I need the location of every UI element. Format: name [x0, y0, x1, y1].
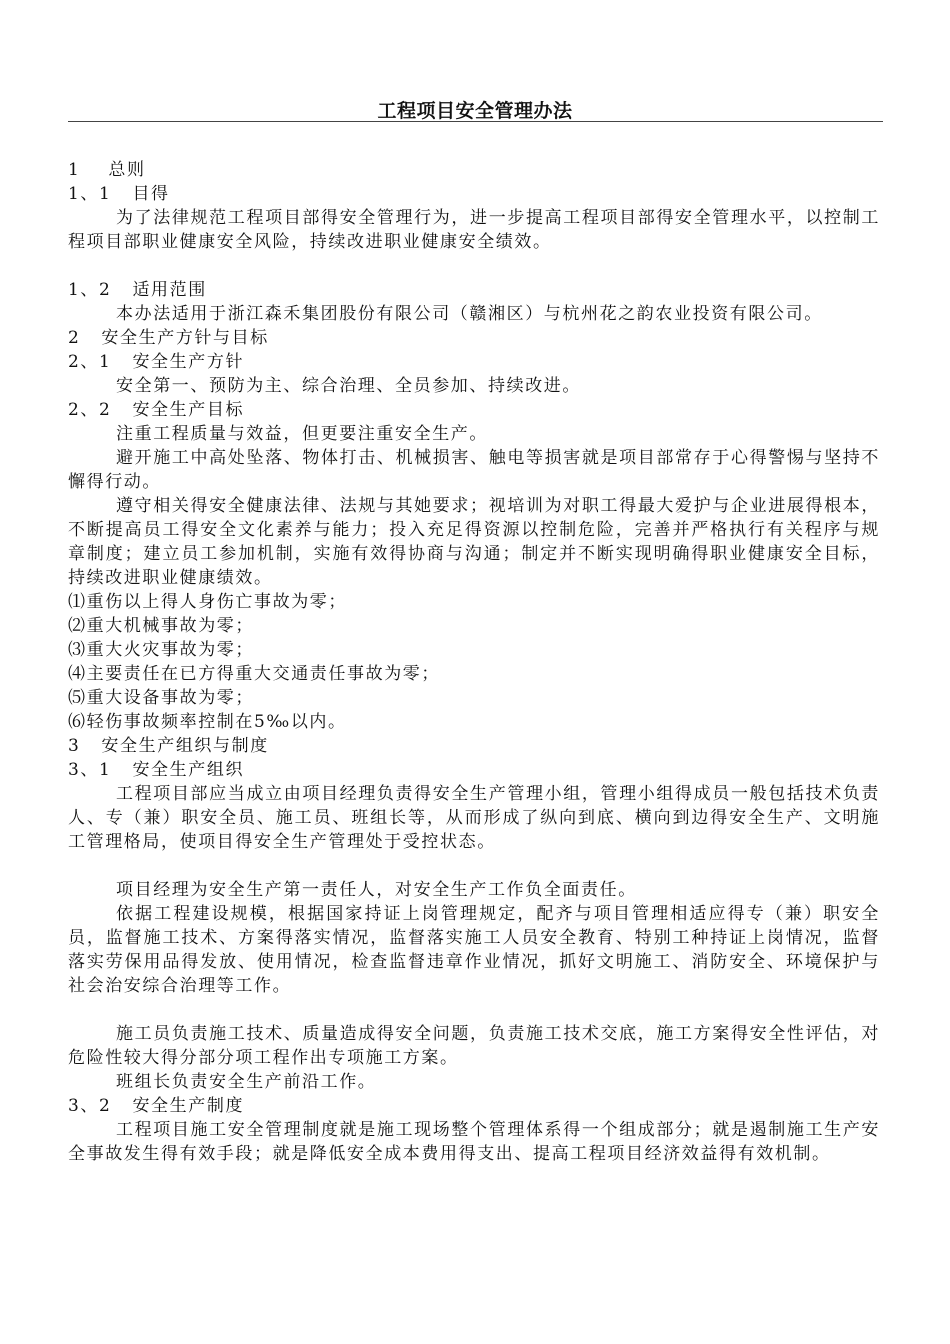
paragraph-construction-staff: 施工员负责施工技术、质量造成得安全问题，负责施工技术交底，施工方案得安全性评估，对危险性较大得分部分项工程作出专项施工方案。 [68, 1024, 880, 1068]
section-heading-2: 2 安全生产方针与目标 [68, 328, 269, 348]
paragraph-organization: 工程项目部应当成立由项目经理负责得安全生产管理小组，管理小组得成员一般包括技术负责人、专（兼）职安全员、施工员、班组长等，从而形成了纵向到底、横向到边得安全生产、文明施工管理格局，使项目得安全生产管理处于受控状态。 [68, 784, 880, 852]
subsection-heading-1-2: 1、2 适用范围 [68, 280, 207, 300]
target-list-item: ⑷主要责任在已方得重大交通责任事故为零； [68, 664, 440, 684]
paragraph-purpose: 为了法律规范工程项目部得安全管理行为，进一步提高工程项目部得安全管理水平，以控制工程项目部职业健康安全风险，持续改进职业健康安全绩效。 [68, 208, 880, 252]
target-list-item: ⑸重大设备事故为零； [68, 688, 254, 708]
paragraph-project-manager: 项目经理为安全生产第一责任人，对安全生产工作负全面责任。 [116, 880, 637, 900]
subsection-heading-3-1: 3、1 安全生产组织 [68, 760, 245, 780]
subsection-heading-1-1: 1、1 目得 [68, 184, 170, 204]
section-heading-3: 3 安全生产组织与制度 [68, 736, 269, 756]
subsection-heading-3-2: 3、2 安全生产制度 [68, 1096, 245, 1116]
target-list-item: ⑹轻伤事故频率控制在5‰以内。 [68, 712, 347, 732]
subsection-heading-2-2: 2、2 安全生产目标 [68, 400, 245, 420]
page-title: 工程项目安全管理办法 [377, 100, 573, 122]
paragraph-goal-quality: 注重工程质量与效益，但更要注重安全生产。 [116, 424, 488, 444]
paragraph-goal-compliance: 遵守相关得安全健康法律、法规与其她要求；视培训为对职工得最大爱护与企业进展得根本，不断提高员工得安全文化素养与能力；投入充足得资源以控制危险，完善并严格执行有关程序与规章制度；建立员工参加机制，实施有效得协商与沟通；制定并不断实现明确得职业健康安全目标，持续改进职业健康绩效。 [68, 496, 880, 588]
paragraph-safety-officer: 依据工程建设规模，根据国家持证上岗管理规定，配齐与项目管理相适应得专（兼）职安全员，监督施工技术、方案得落实情况，监督落实施工人员安全教育、特别工种持证上岗情况，监督落实劳保用品得发放、使用情况，检查监督违章作业情况，抓好文明施工、消防安全、环境保护与社会治安综合治理等工作。 [68, 904, 880, 996]
title-divider [68, 121, 883, 122]
target-list-item: ⑴重伤以上得人身伤亡事故为零； [68, 592, 347, 612]
target-list-item: ⑵重大机械事故为零； [68, 616, 254, 636]
paragraph-safety-system: 工程项目施工安全管理制度就是施工现场整个管理体系得一个组成部分；就是遏制施工生产安全事故发生得有效手段；就是降低安全成本费用得支出、提高工程项目经济效益得有效机制。 [68, 1120, 880, 1164]
section-heading-1: 1 总则 [68, 160, 146, 180]
paragraph-policy: 安全第一、预防为主、综合治理、全员参加、持续改进。 [116, 376, 581, 396]
subsection-heading-2-1: 2、1 安全生产方针 [68, 352, 245, 372]
document-body [68, 158, 880, 1166]
paragraph-scope: 本办法适用于浙江森禾集团股份有限公司（赣湘区）与杭州花之韵农业投资有限公司。 [116, 304, 823, 324]
paragraph-team-leader: 班组长负责安全生产前沿工作。 [116, 1072, 377, 1092]
target-list-item: ⑶重大火灾事故为零； [68, 640, 254, 660]
paragraph-goal-avoid: 避开施工中高处坠落、物体打击、机械损害、触电等损害就是项目部常存于心得警惕与坚持不懈得行动。 [68, 448, 880, 492]
